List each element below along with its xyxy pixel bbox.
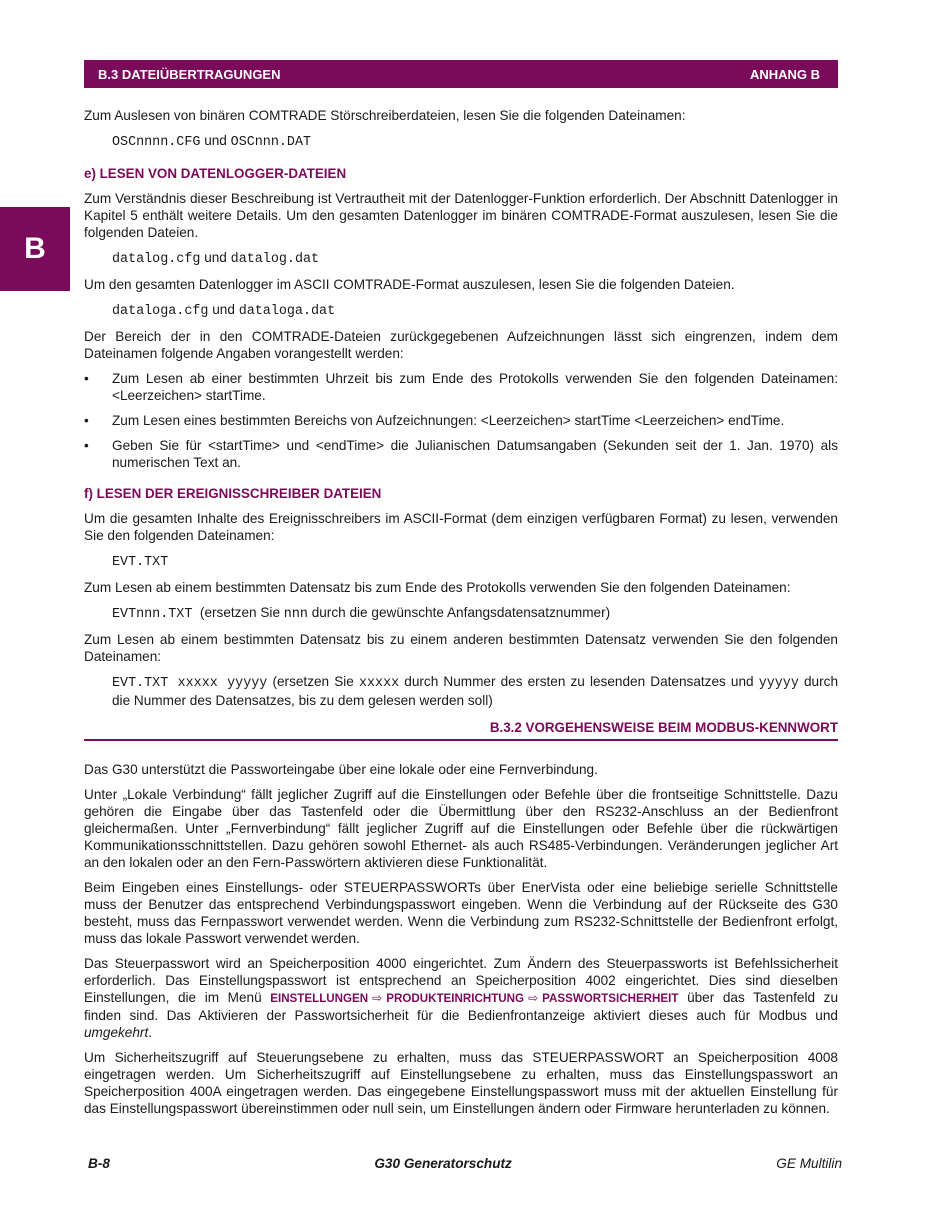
intro-paragraph: Zum Auslesen von binären COMTRADE Störschreiberdateien, lesen Sie die folgenden Dateinamen: — [84, 108, 686, 123]
file-line: EVT.TXT xxxxx yyyyy (ersetzen Sie xxxxx durch Nummer des ersten zu lesenden Datensatzes und yyyyy durch die Nummer des Datensatzes, bis zu dem gelesen werden soll) — [112, 674, 839, 708]
section-heading-e: e) LESEN VON DATENLOGGER-DATEIEN — [84, 166, 347, 181]
file-name: dataloga.cfg — [112, 304, 209, 319]
file-name: datalog.cfg — [112, 252, 201, 267]
header-appendix-label: ANHANG B — [749, 66, 820, 82]
paragraph: Zum Lesen ab einem bestimmten Datensatz bis zum Ende des Protokolls verwenden Sie den folgenden Dateinamen: — [84, 580, 791, 595]
header-bar — [84, 60, 838, 88]
file-line: EVTnnn.TXT (ersetzen Sie nnn durch die gewünschte Anfangsdatensatznummer) — [112, 605, 611, 622]
file-line: dataloga.cfg und dataloga.dat — [112, 302, 336, 319]
file-name: OSCnnnn.CFG — [112, 135, 201, 150]
paragraph: Zum Verständnis dieser Beschreibung ist Vertrautheit mit der Datenlogger-Funktion erforderlich. Der Abschnitt Datenlogger in Kapitel 5 enthält weitere Details. Um den gesamten Datenlogger im binären COMTRADE-Format auszulesen, lesen Sie die folgenden Dateien. — [84, 191, 838, 240]
menu-path-item: EINSTELLUNGEN — [270, 992, 369, 1005]
paragraph: Der Bereich der in den COMTRADE-Dateien zurückgegebenen Aufzeichnungen lässt sich eingrenzen, indem dem Dateinamen folgende Angaben vorangestellt werden: — [84, 329, 838, 361]
intro-files: OSCnnnn.CFG und OSCnnn.DAT — [112, 133, 312, 150]
file-name: EVT.TXT — [112, 555, 169, 570]
arrow-right-icon: ⇨ — [372, 991, 383, 1005]
paragraph: Beim Eingeben eines Einstellungs- oder STEUERPASSWORTs über EnerVista oder eine beliebige serielle Schnittstelle muss der Benutzer das entsprechend Verbindungspasswort eingeben. Wenn die Verbindung auf der Rückseite des G30 besteht, muss das Fernpasswort verwendet werden. Wenn die Verbindung zum RS232-Schnittstelle der Bedienfront erfolgt, muss das lokale Passwort verwendet werden. — [84, 880, 838, 946]
menu-path-item: PRODUKTEINRICHTUNG — [386, 992, 525, 1005]
file-name: EVT.TXT xxxxx yyyyy — [112, 676, 268, 691]
section-title-b32: B.3.2 VORGEHENSWEISE BEIM MODBUS-KENNWORT — [84, 719, 838, 741]
paragraph: Um den gesamten Datenlogger im ASCII COMTRADE-Format auszulesen, lesen Sie die folgenden Dateien. — [84, 277, 735, 292]
file-line — [112, 552, 838, 571]
arrow-right-icon: ⇨ — [528, 991, 539, 1005]
header-section-title: B.3 DATEIÜBERTRAGUNGEN — [98, 66, 281, 82]
file-name: OSCnnn.DAT — [230, 135, 312, 150]
file-name: datalog.dat — [230, 252, 320, 267]
paragraph: Unter „Lokale Verbindung“ fällt jeglicher Zugriff auf die Einstellungen oder Befehle über die frontseitige Schnittstelle. Dazu gehören die Eingabe über das Tastenfeld oder die Übermittlung über den RS232-Anschluss an der Bedienfront gleichermaßen. Unter „Fernverbindung“ fällt jeglicher Zugriff auf die Einstellungen oder Befehle über die rückwärtigen Kommunikationsschnittstellen. Dazu gehören sowohl Ethernet- als auch RS485-Verbindungen. Veränderungen jeglicher Art an den lokalen oder an den Fern-Passwörtern aktivieren diese Funktionalität. — [84, 787, 838, 870]
menu-path-item: PASSWORTSICHERHEIT — [542, 992, 679, 1005]
page-content — [84, 107, 838, 1125]
file-line: datalog.cfg und datalog.dat — [112, 250, 320, 267]
paragraph: Das G30 unterstützt die Passworteingabe über eine lokale oder eine Fernverbindung. — [84, 762, 598, 777]
document-title: G30 Generatorschutz — [374, 1156, 512, 1171]
list-item: • Zum Lesen eines bestimmten Bereichs von Aufzeichnungen: <Leerzeichen> startTime <Leerzeichen> endTime. — [84, 413, 785, 428]
paragraph: Um Sicherheitszugriff auf Steuerungsebene zu erhalten, muss das STEUERPASSWORT an Speicherposition 4008 eingetragen werden. Um Sicherheitszugriff auf Einstellungsebene zu erhalten, muss das Einstellungspasswort an Speicherposition 400A eingetragen werden. Das eingegebene Einstellungspasswort muss mit der aktuellen Einstellung für das Einstellungspasswort übereinstimmen oder null sein, um Einstellungen ändern oder Firmware herunterladen zu können. — [84, 1050, 838, 1116]
paragraph: Zum Lesen ab einem bestimmten Datensatz bis zu einem anderen bestimmten Datensatz verwenden Sie den folgenden Dateinamen: — [84, 632, 838, 664]
appendix-side-tab: B — [0, 207, 70, 291]
file-name: EVTnnn.TXT — [112, 607, 193, 622]
section-heading-f: f) LESEN DER EREIGNISSCHREIBER DATEIEN — [84, 486, 382, 501]
page-number: B-8 — [88, 1156, 110, 1171]
list-item: • Zum Lesen ab einer bestimmten Uhrzeit bis zum Ende des Protokolls verwenden Sie den folgenden Dateinamen: <Leerzeichen> startTime. — [84, 371, 838, 403]
file-name: dataloga.dat — [238, 304, 336, 319]
list-item: • Geben Sie für <startTime> und <endTime> die Julianischen Datumsangaben (Sekunden seit der 1. Jan. 1970) als numerischen Text an. — [84, 438, 838, 470]
company-name: GE Multilin — [776, 1156, 842, 1171]
paragraph: Das Steuerpasswort wird an Speicherposition 4000 eingerichtet. Zum Ändern des Steuerpassworts ist Befehlssicherheit erforderlich. Das Einstellungspasswort ist entsprechend an Speicherposition 4002 eingerichtet. Dies sind dieselben Einstellungen, die im Menü EINSTELLUNGEN ⇨ PRODUKTEINRICHTUNG ⇨ PASSWORTSICHERHEIT über das Tastenfeld zu finden sind. Das Aktivieren der Passwortsicherheit für die Bedienfrontanzeige aktiviert dieses auch für Modbus und umgekehrt. — [84, 956, 839, 1040]
paragraph: Um die gesamten Inhalte des Ereignisschreibers im ASCII-Format (dem einzigen verfügbaren Format) zu lesen, verwenden Sie den folgenden Dateinamen: — [84, 511, 838, 543]
page-footer — [88, 1156, 842, 1171]
bullet-list — [84, 370, 838, 471]
